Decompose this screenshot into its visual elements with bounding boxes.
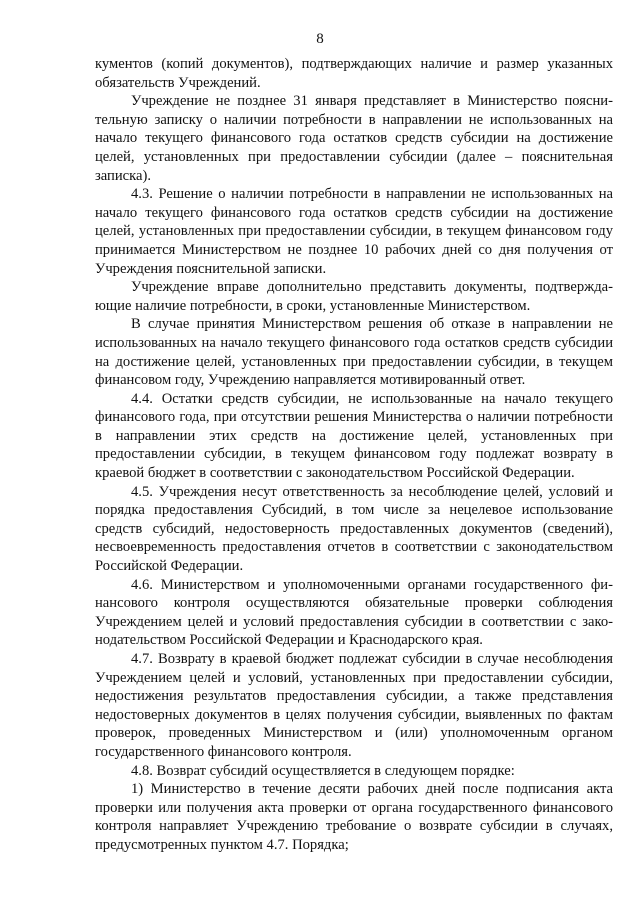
paragraph-4-7: 4.7. Возврату в краевой бюджет подлежат субсидии в случае несоблюдения Учреждением целей и условий, установленных при предоставлении субсидии, недостижения результатов предоставления субсидии, а также представления недостоверных документов в целях получения субсидии, выявленных по фактам проверок, проведенных Министерством и (или) уполномоченным органом государственного финансового контроля. xyxy=(95,651,613,760)
paragraph-4-4: 4.4. Остатки средств субсидии, не использованные на начало текущего финансового года, при отсутствии решения Министерства о наличии потребности в направлении этих средств на достижение целей, установленных при предоставлении субсидии, в текущем финансовом году подлежат возврату в краевой бюджет в соответствии с законодательством Российской Федерации. xyxy=(95,390,613,482)
paragraph-additional-documents: Учреждение вправе дополнительно представить документы, подтверждающие наличие потребности, в сроки, установленные Министерством. xyxy=(95,279,613,314)
document-body xyxy=(95,55,613,855)
paragraph-4-8: 4.8. Возврат субсидий осуществляется в следующем порядке: xyxy=(131,762,515,779)
paragraph-4-8-item-1: 1) Министерство в течение десяти рабочих дней после подписания акта проверки или получения акта проверки от органа государственного финансового контроля направляет Учреждению требование о возврате субсидии в случаях, предусмотренных пунктом 4.7. Порядка; xyxy=(95,781,613,853)
paragraph-refusal: В случае принятия Министерством решения об отказе в направлении не использованных на начало текущего финансового года остатков средств субсидии на достижение целей, установленных при предоставлении субсидии, в текущем финансовом году, Учреждению направляется мотивированный ответ. xyxy=(95,316,613,389)
paragraph-explanatory-note: Учреждение не позднее 31 января представляет в Министерство пояснительную записку о наличии потребности в направлении не использованных на начало текущего финансового года остатков средств субсидии на достижение целей, установленных при предоставлении субсидии (далее – пояснительная записка). xyxy=(95,93,613,184)
paragraph-continuation: кументов (копий документов), подтверждающих наличие и размер указанных обязательств Учреждений. xyxy=(95,56,613,91)
paragraph-4-6: 4.6. Министерством и уполномоченными органами государственного финансового контроля осуществляются обязательные проверки соблюдения Учреждением целей и условий предоставления субсидии в соответствии с законодательством Российской Федерации и Краснодарского края. xyxy=(95,576,613,649)
page-number: 8 xyxy=(316,31,324,47)
paragraph-4-3: 4.3. Решение о наличии потребности в направлении не использованных на начало текущего финансового года остатков средств субсидии на достижение целей, установленных при предоставлении субсидии, в текущем финансовом году принимается Министерством не позднее 10 рабочих дней со дня получения от Учреждения пояснительной записки. xyxy=(95,186,613,277)
paragraph-4-5: 4.5. Учреждения несут ответственность за несоблюдение целей, условий и порядка предоставления Субсидий, в том числе за нецелевое использование средств субсидий, недостоверность предоставленных документов (сведений), несвоевременность предоставления отчетов в соответствии с законодательством Российской Федерации. xyxy=(95,483,613,575)
